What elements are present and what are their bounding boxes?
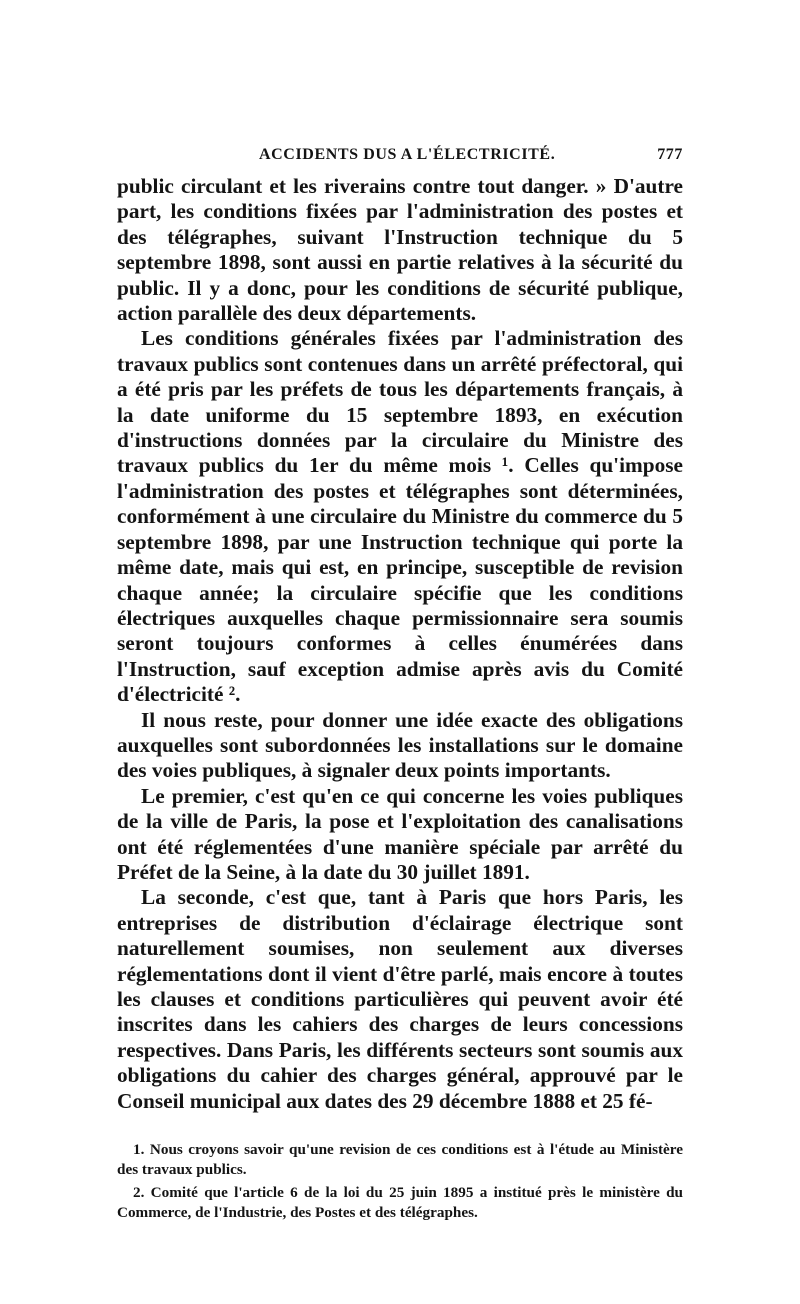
footnote-2: 2. Comité que l'article 6 de la loi du 25 juin 1895 a institué près le ministère du Commerce, de l'Industrie, des Postes et des télégraphes. — [117, 1184, 683, 1222]
paragraph-2: Les conditions générales fixées par l'administration des travaux publics sont contenues dans un arrêté préfectoral, qui a été pris par les préfets de tous les départements français, à la date uniforme du 15 septembre 1893, en exécution d'instructions données par la circulaire du Ministre des travaux publics du 1er du même mois ¹. Celles qu'impose l'administration des postes et télégraphes sont déterminées, conformément à une circulaire du Ministre du commerce du 5 septembre 1898, par une Instruction technique qui porte la même date, mais qui est, en principe, susceptible de revision chaque année; la circulaire spécifie que les conditions électriques auxquelles chaque permissionnaire sera soumis seront toujours conformes à celles énumérées dans l'Instruction, sauf exception admise après avis du Comité d'électricité ². — [117, 326, 683, 707]
book-page — [117, 138, 683, 1226]
paragraph-1: public circulant et les riverains contre tout danger. » D'autre part, les conditions fixées par l'administration des postes et des télégraphes, suivant l'Instruction technique du 5 septembre 1898, sont aussi en partie relatives à la sécurité du public. Il y a donc, pour les conditions de sécurité publique, action parallèle des deux départements. — [117, 174, 683, 326]
footnotes — [117, 1140, 683, 1223]
paragraph-3: Il nous reste, pour donner une idée exacte des obligations auxquelles sont subordonnées les installations sur le domaine des voies publiques, à signaler deux points importants. — [117, 707, 683, 783]
footnote-1: 1. Nous croyons savoir qu'une revision de ces conditions est à l'étude au Ministère des travaux publics. — [117, 1141, 683, 1179]
body-text — [117, 174, 683, 1114]
running-title: ACCIDENTS DUS A L'ÉLECTRICITÉ. — [259, 146, 556, 163]
paragraph-5: La seconde, c'est que, tant à Paris que hors Paris, les entreprises de distribution d'éclairage électrique sont naturellement soumises, non seulement aux diverses réglementations dont il vient d'être parlé, mais encore à toutes les clauses et conditions particulières qui peuvent avoir été inscrites dans les cahiers des charges de leurs concessions respectives. Dans Paris, les différents secteurs sont soumis aux obligations du cahier des charges général, approuvé par le Conseil municipal aux dates des 29 décembre 1888 et 25 fé- — [117, 885, 683, 1113]
page-number: 777 — [657, 146, 683, 163]
running-header — [117, 138, 683, 174]
paragraph-4: Le premier, c'est qu'en ce qui concerne les voies publiques de la ville de Paris, la pose et l'exploitation des canalisations ont été réglementées d'une manière spéciale par arrêté du Préfet de la Seine, à la date du 30 juillet 1891. — [117, 783, 683, 884]
